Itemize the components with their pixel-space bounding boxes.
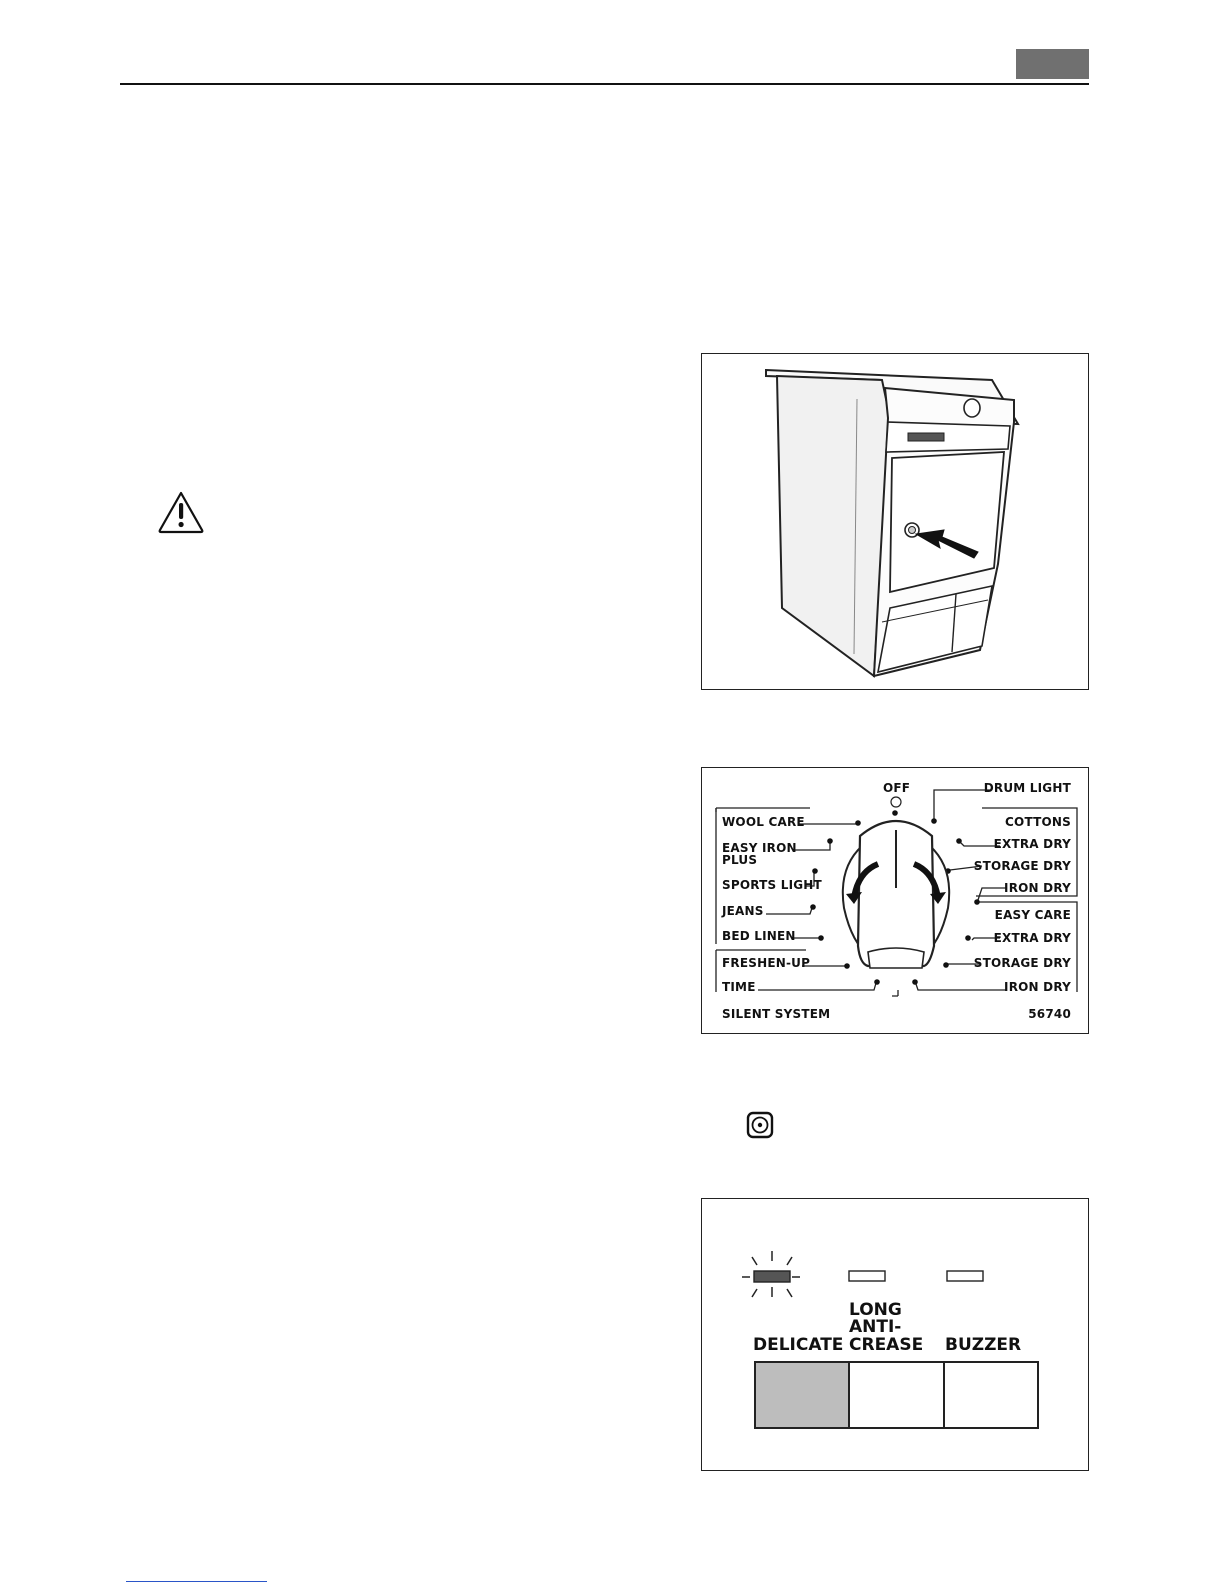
footer-link-underline[interactable]: [126, 1581, 267, 1582]
buzzer-label: BUZZER: [945, 1335, 1022, 1355]
delicate-button[interactable]: [754, 1361, 850, 1429]
dial-off-label: OFF: [883, 781, 911, 795]
jeans-label: JEANS: [722, 904, 764, 918]
sports-light-label: SPORTS LIGHT: [722, 878, 822, 892]
cottons-extra-dry-label: EXTRA DRY: [993, 837, 1071, 851]
easy-care-iron-dry-label: IRON DRY: [1004, 980, 1071, 994]
long-anti-crease-button[interactable]: [848, 1361, 945, 1429]
easy-iron-label: EASY IRON: [722, 841, 797, 855]
cottons-iron-dry-label: IRON DRY: [1004, 881, 1071, 895]
drum-light-label: DRUM LIGHT: [983, 781, 1071, 795]
header-section-tab: [1016, 49, 1089, 79]
long-anti-crease-label-line1: LONG: [849, 1300, 902, 1320]
cottons-label: COTTONS: [1005, 815, 1071, 829]
easy-care-storage-dry-label: STORAGE DRY: [973, 956, 1071, 970]
easy-care-label: EASY CARE: [994, 908, 1071, 922]
dryer-illustration: [702, 354, 1087, 688]
long-anti-crease-label-line2: ANTI-: [849, 1317, 902, 1337]
time-label: TIME: [722, 980, 756, 994]
buzzer-indicator-light: [947, 1271, 983, 1281]
delicate-indicator-light: [742, 1251, 800, 1297]
program-dial-panel: [701, 767, 1089, 1034]
header-rule: [120, 83, 1089, 85]
bed-linen-label: BED LINEN: [722, 929, 796, 943]
wool-care-label: WOOL CARE: [722, 815, 805, 829]
long-anti-crease-indicator-light: [849, 1271, 885, 1281]
buzzer-button[interactable]: [943, 1361, 1039, 1429]
freshen-up-label: FRESHEN-UP: [722, 956, 811, 970]
long-anti-crease-label-line3: CREASE: [849, 1335, 924, 1355]
warning-triangle-icon: [157, 490, 205, 534]
delicate-label: DELICATE: [753, 1335, 844, 1355]
program-knob[interactable]: [843, 821, 949, 968]
easy-care-extra-dry-label: EXTRA DRY: [993, 931, 1071, 945]
drum-light-icon: [746, 1111, 774, 1139]
model-number-label: 56740: [1028, 1007, 1071, 1021]
dryer-door-figure: [701, 353, 1089, 690]
cottons-storage-dry-label: STORAGE DRY: [973, 859, 1071, 873]
option-buttons-panel: [701, 1198, 1089, 1471]
silent-system-label: SILENT SYSTEM: [722, 1007, 831, 1021]
easy-iron-plus-label: PLUS: [722, 853, 758, 867]
